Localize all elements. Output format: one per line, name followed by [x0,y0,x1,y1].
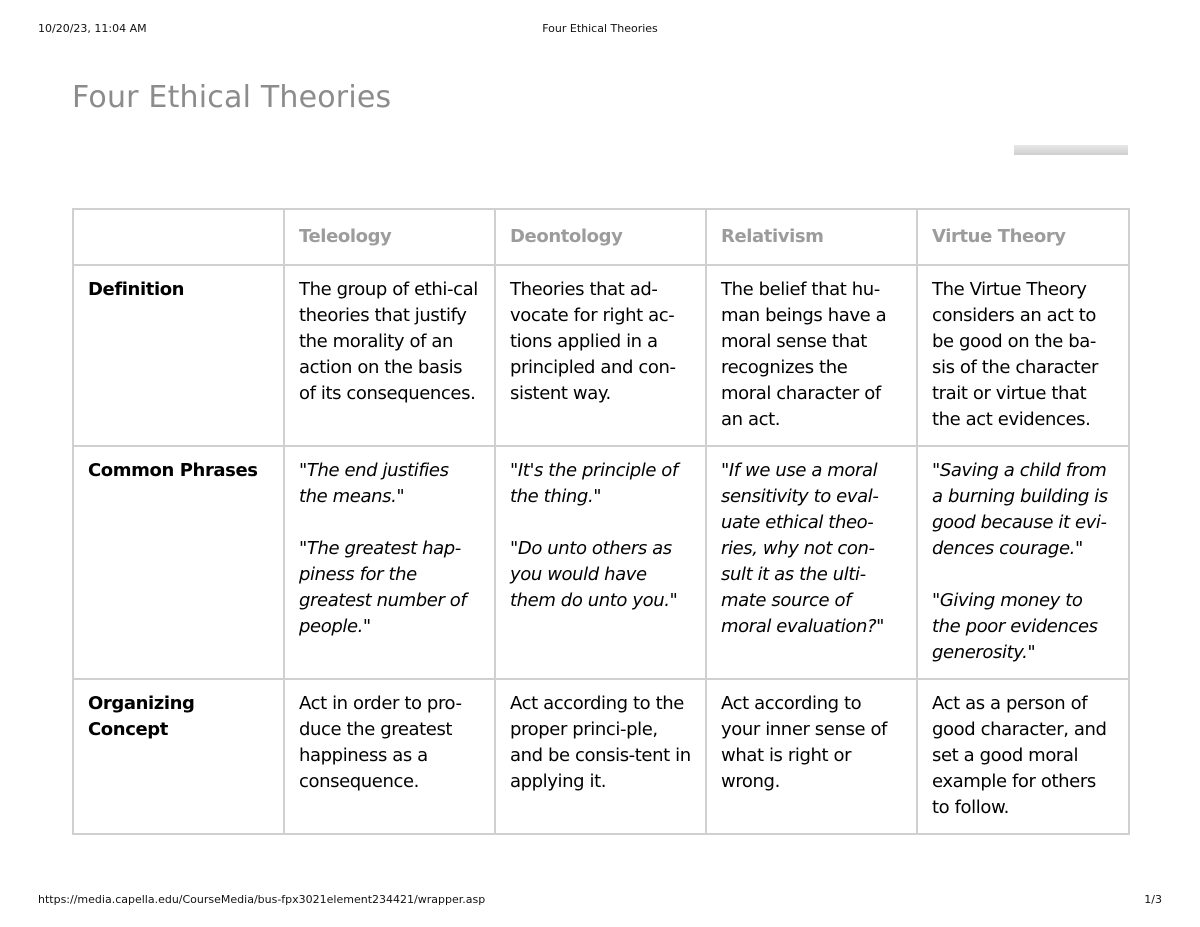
cell-text: The Virtue Theory considers an act to be good on the ba-sis of the character trait or virtue that the act evidences. [932,279,1099,430]
cell-phrases-teleology [284,446,495,679]
page-url: https://media.capella.edu/CourseMedia/bus-fpx3021element234421/wrapper.asp [38,893,486,906]
page-title: Four Ethical Theories [72,80,392,115]
column-header-empty [73,209,284,265]
cell-definition-deontology [495,265,706,446]
cell-text: Act according to the proper princi-ple, and be consis-tent in applying it. [510,693,691,792]
column-header-virtue-theory: Virtue Theory [917,209,1129,265]
table-row-definition [73,265,1129,446]
page-number: 1/3 [1144,893,1162,906]
cell-text: "Do unto others as you would have them do unto you." [510,538,678,611]
cell-concept-deontology [495,679,706,834]
print-header-title: Four Ethical Theories [542,22,658,35]
column-header-relativism: Relativism [706,209,917,265]
cell-text: "It's the principle of the thing." [510,460,678,507]
cell-text: Act in order to pro-duce the greatest happiness as a consequence. [299,693,462,792]
cell-definition-teleology [284,265,495,446]
cell-text: "The greatest hap-piness for the greatest number of people." [299,538,467,637]
print-datetime: 10/20/23, 11:04 AM [38,22,147,35]
table-header-row [73,209,1129,265]
cell-phrases-deontology [495,446,706,679]
cell-phrases-relativism [706,446,917,679]
table-row-common-phrases [73,446,1129,679]
column-header-teleology: Teleology [284,209,495,265]
cell-concept-relativism [706,679,917,834]
column-header-deontology: Deontology [495,209,706,265]
print-header [38,22,1162,36]
row-label-definition: Definition [73,265,284,446]
cell-text: Theories that ad-vocate for right ac-tions applied in a principled and con-sistent way. [510,279,676,404]
cell-text: "Saving a child from a burning building is good because it evi-dences courage." [932,460,1108,559]
table-row-organizing-concept [73,679,1129,834]
cell-phrases-virtue-theory [917,446,1129,679]
cell-text: "The end justifies the means." [299,460,449,507]
ethical-theories-table [72,208,1130,835]
cell-text: Act as a person of good character, and set a good moral example for others to follow. [932,693,1107,818]
cell-text: Act according to your inner sense of what is right or wrong. [721,693,887,792]
cell-text: The group of ethi-cal theories that justify the morality of an action on the basis of its consequences. [299,279,478,404]
cell-definition-virtue-theory [917,265,1129,446]
decorative-bar [1014,145,1128,155]
cell-text: "If we use a moral sensitivity to eval-uate ethical theo-ries, why not con-sult it as the ulti-mate source of moral evaluation?" [721,460,885,637]
cell-concept-teleology [284,679,495,834]
cell-definition-relativism [706,265,917,446]
cell-concept-virtue-theory [917,679,1129,834]
row-label-common-phrases: Common Phrases [73,446,284,679]
print-footer [38,893,1162,907]
cell-text: "Giving money to the poor evidences generosity." [932,590,1098,663]
cell-text: The belief that hu-man beings have a moral sense that recognizes the moral character of an act. [721,279,887,430]
row-label-organizing-concept: Organizing Concept [73,679,284,834]
